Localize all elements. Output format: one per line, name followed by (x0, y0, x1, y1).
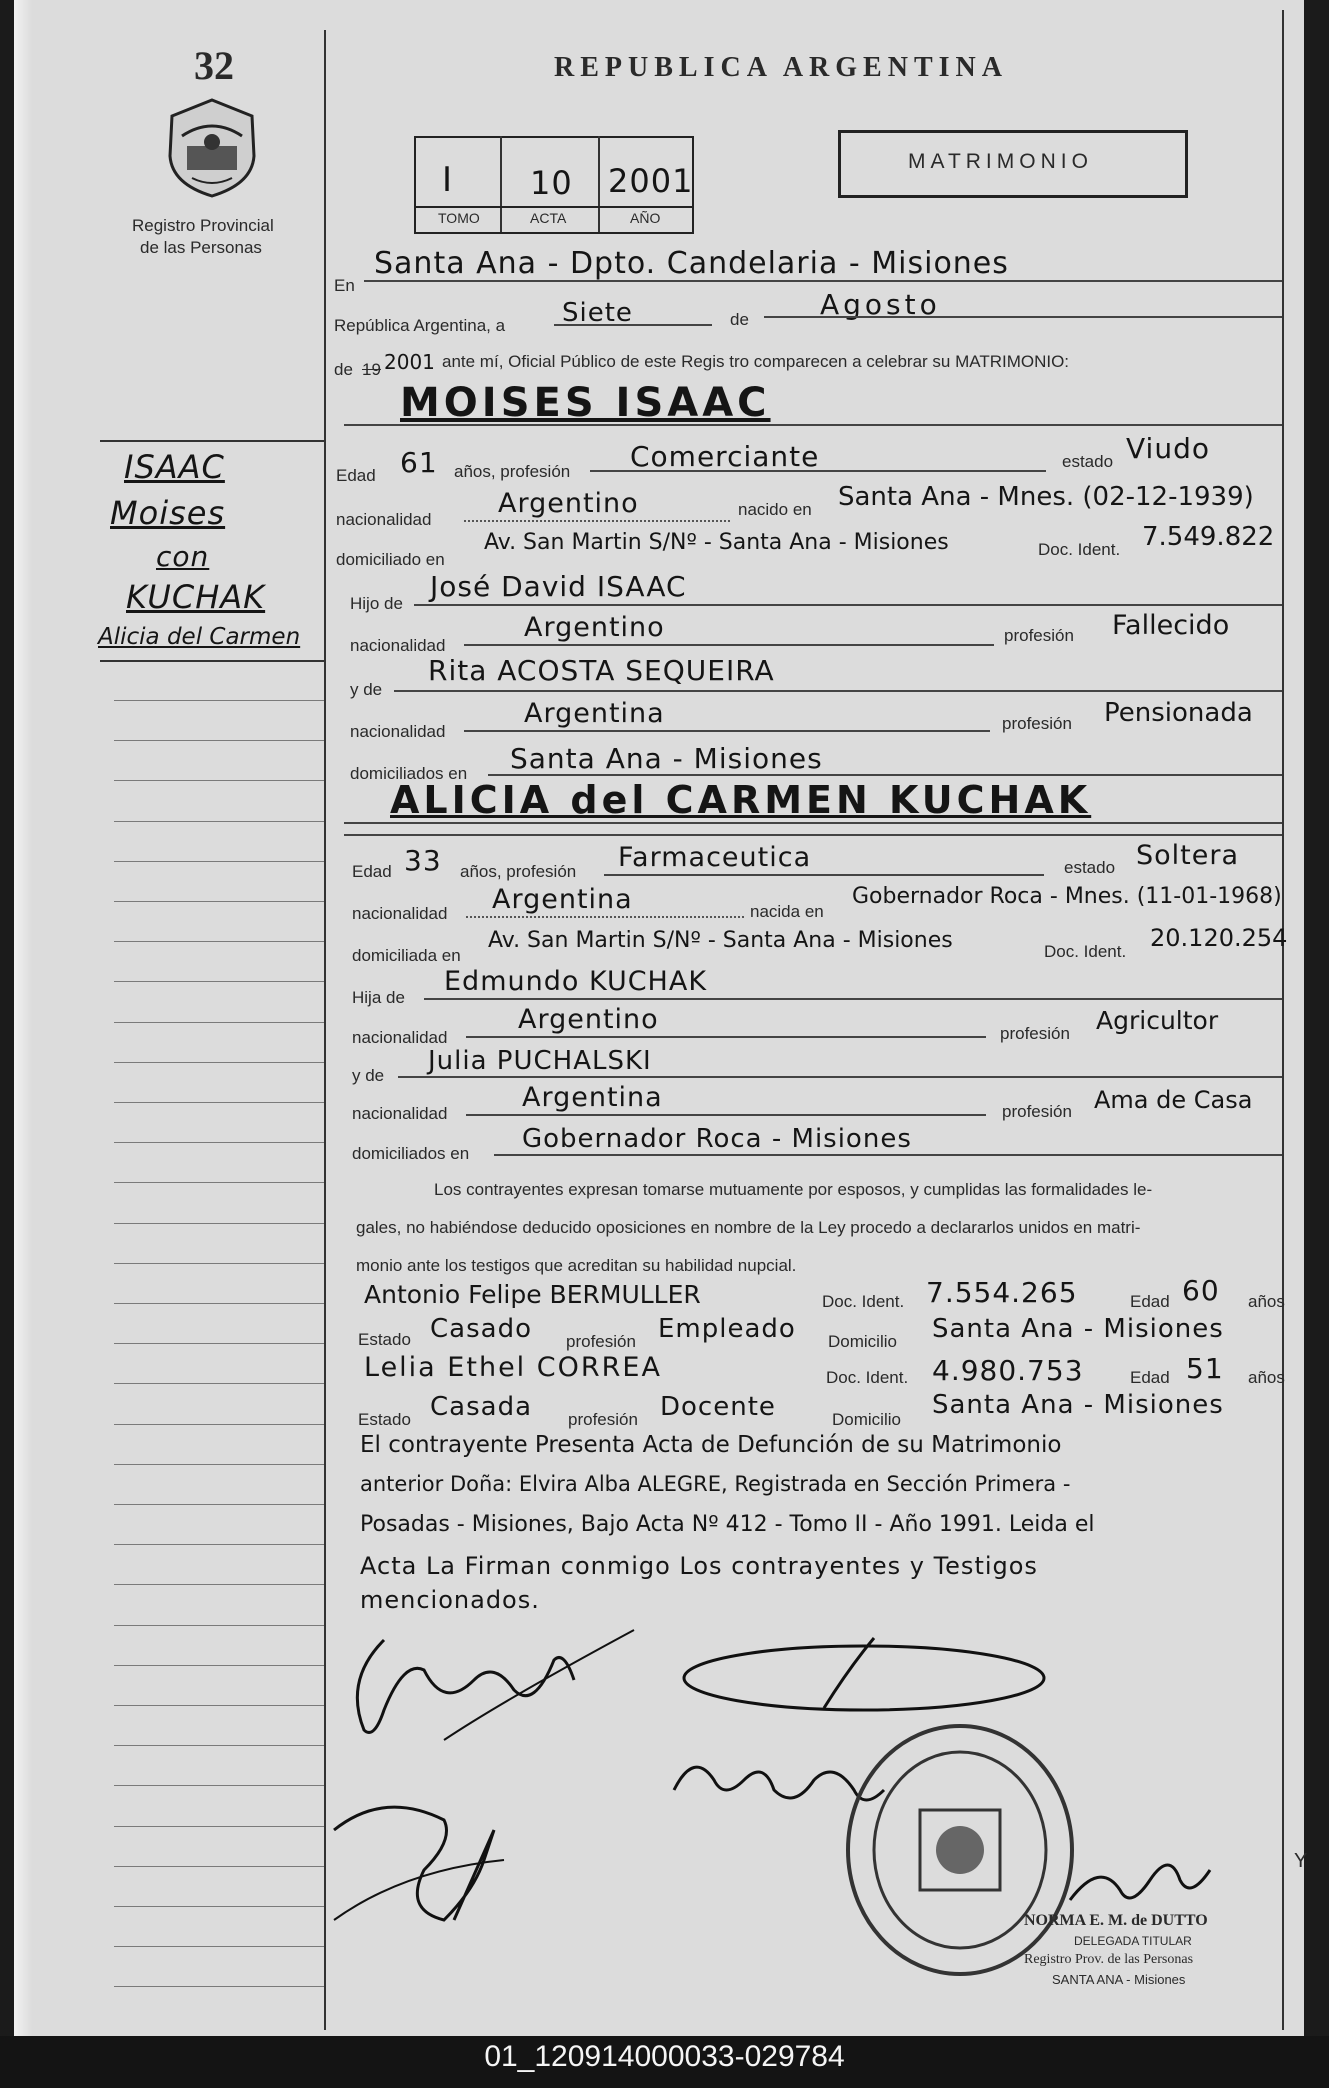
margin-ruled-line (114, 1625, 324, 1626)
bride-father: Edmundo KUCHAK (444, 966, 708, 997)
witness2-name: Lelia Ethel CORREA (364, 1352, 662, 1383)
country-title: REPUBLICA ARGENTINA (554, 52, 1008, 83)
margin-ruled-line (114, 1665, 324, 1666)
margin-ruled-line (114, 1745, 324, 1746)
margin-ruled-line (114, 941, 324, 942)
de-label: de (730, 310, 749, 329)
bride-yde-label: y de (352, 1066, 385, 1085)
bride-estado: Soltera (1136, 840, 1240, 871)
margin-ruled-line (114, 1584, 324, 1585)
bride-father-nac-label: nacionalidad (352, 1028, 448, 1047)
bride-hija-label: Hija de (352, 988, 405, 1007)
margin-note-line1: ISAAC (124, 448, 225, 486)
legal-text-line3: monio ante los testigos que acreditan su habilidad nupcial. (356, 1256, 797, 1275)
groom-nacido: Santa Ana - Mnes. (02-12-1939) (838, 482, 1254, 512)
tomo-value: I (442, 160, 454, 200)
bride-nacionalidad-label: nacionalidad (352, 904, 448, 923)
record-box-label-rule (414, 206, 692, 208)
bride-doc-label: Doc. Ident. (1044, 942, 1127, 961)
bride-parents-dom-line (494, 1154, 1282, 1156)
witness2-estado-label: Estado (358, 1410, 411, 1429)
year-written: 2001 (384, 350, 435, 374)
groom-estado: Viudo (1126, 432, 1210, 465)
official-seal-icon (840, 1720, 1080, 1980)
margin-ruled-line (114, 700, 324, 701)
official-org: Registro Prov. de las Personas (1024, 1952, 1194, 1967)
groom-father-nac-line (464, 644, 994, 646)
witness1-edad: 60 (1182, 1274, 1220, 1307)
acta-value: 10 (530, 164, 573, 202)
margin-divider-line (324, 30, 326, 2030)
margin-ruled-line (114, 1303, 324, 1304)
witness1-doc-label: Doc. Ident. (822, 1292, 905, 1311)
groom-father-nac-label: nacionalidad (350, 636, 446, 655)
margin-top-rule (100, 440, 326, 442)
witness1-estado: Casado (430, 1314, 532, 1344)
republica-label: República Argentina, a (334, 316, 506, 335)
witness1-doc: 7.554.265 (926, 1276, 1078, 1309)
bride-parents-dom: Gobernador Roca - Misiones (522, 1124, 912, 1154)
record-box-divider (598, 136, 600, 232)
groom-mother-line (394, 690, 1282, 692)
witness2-edad: 51 (1186, 1352, 1224, 1385)
acta-label: ACTA (530, 210, 567, 226)
registry-label-line2: de las Personas (140, 238, 262, 257)
bride-edad-label: Edad (352, 862, 392, 881)
place-line (364, 280, 1282, 282)
margin-note-line4: KUCHAK (126, 578, 266, 616)
bride-name: ALICIA del CARMEN KUCHAK (390, 778, 1092, 822)
groom-nacionalidad: Argentino (498, 488, 639, 519)
groom-hijo-label: Hijo de (350, 594, 403, 613)
signature-bride (674, 1628, 1054, 1718)
bride-profesion-line (604, 874, 1044, 876)
groom-father-nac: Argentino (524, 612, 665, 643)
margin-note-line5: Alicia del Carmen (98, 624, 301, 650)
margin-ruled-line (114, 1544, 324, 1545)
official-place: SANTA ANA - Misiones (1052, 1972, 1186, 1987)
right-border-line (1282, 10, 1284, 2030)
bride-father-prof: Agricultor (1096, 1006, 1219, 1035)
groom-name-line (344, 424, 1282, 426)
witness2-doc: 4.980.753 (932, 1354, 1084, 1387)
witness1-profesion-label: profesión (566, 1332, 636, 1351)
year-printed: 19 (362, 360, 381, 379)
witness2-profesion-label: profesión (568, 1410, 638, 1429)
bride-mother-prof: Ama de Casa (1094, 1086, 1253, 1114)
margin-ruled-line (114, 1383, 324, 1384)
bride-nacida: Gobernador Roca - Mnes. (11-01-1968) (852, 884, 1282, 909)
bride-edad: 33 (404, 844, 442, 877)
groom-father-prof: Fallecido (1112, 610, 1230, 641)
notes-line1: El contrayente Presenta Acta de Defunción de su Matrimonio (360, 1432, 1062, 1458)
legal-text-line2: gales, no habiéndose deducido oposiciones en nombre de la Ley procedo a declararlos unidos en matri- (356, 1218, 1141, 1237)
official-title: DELEGADA TITULAR (1074, 1934, 1192, 1948)
margin-ruled-line (114, 1504, 324, 1505)
anio-value: 2001 (608, 162, 694, 200)
bride-profesion-label: años, profesión (460, 862, 577, 881)
groom-mother-nac-label: nacionalidad (350, 722, 446, 741)
groom-mother-prof: Pensionada (1104, 698, 1253, 728)
groom-profesion: Comerciante (630, 440, 820, 473)
margin-ruled-line (114, 1142, 324, 1143)
groom-domicilio: Av. San Martin S/Nº - Santa Ana - Misiones (484, 530, 949, 555)
witness2-domicilio-label: Domicilio (832, 1410, 901, 1429)
margin-ruled-line (114, 1424, 324, 1425)
margin-ruled-line (114, 780, 324, 781)
margin-note-line2: Moises (110, 494, 226, 532)
witness1-edad-label: Edad (1130, 1292, 1170, 1311)
bride-domicilio-label: domiciliada en (352, 946, 461, 965)
margin-mark: Y (1294, 1850, 1308, 1872)
bride-domicilio: Av. San Martin S/Nº - Santa Ana - Misiones (488, 928, 953, 953)
groom-profesion-label: años, profesión (454, 462, 571, 481)
margin-ruled-line (114, 1223, 324, 1224)
record-type: MATRIMONIO (908, 150, 1093, 173)
witness1-estado-label: Estado (358, 1330, 411, 1349)
intro-text: ante mí, Oficial Público de este Regis tro comparecen a celebrar su MATRIMONIO: (442, 352, 1070, 371)
groom-parents-dom-line (488, 774, 1282, 776)
groom-nacionalidad-line (464, 520, 730, 522)
bride-mother-prof-label: profesión (1002, 1102, 1072, 1121)
margin-ruled-line (114, 1946, 324, 1947)
groom-estado-label: estado (1062, 452, 1114, 471)
bride-doc: 20.120.254 (1150, 924, 1288, 952)
bride-mother-nac-label: nacionalidad (352, 1104, 448, 1123)
certificate-page (14, 0, 1308, 2036)
margin-ruled-line (114, 821, 324, 822)
witness2-estado: Casada (430, 1392, 533, 1422)
bride-father-prof-label: profesión (1000, 1024, 1070, 1043)
margin-ruled-line (114, 861, 324, 862)
margin-ruled-line (114, 1343, 324, 1344)
groom-mother-nac-line (464, 730, 990, 732)
groom-mother: Rita ACOSTA SEQUEIRA (428, 654, 775, 687)
year-de-label: de (334, 360, 353, 379)
witness2-doc-label: Doc. Ident. (826, 1368, 909, 1387)
margin-ruled-line (114, 1263, 324, 1264)
bride-name-line (344, 822, 1282, 824)
bride-nacionalidad: Argentina (492, 884, 633, 915)
ceremony-month: Agosto (820, 288, 941, 321)
margin-ruled-line (114, 901, 324, 902)
notes-line5: mencionados. (360, 1586, 540, 1614)
record-box-divider (500, 136, 502, 232)
groom-nacionalidad-label: nacionalidad (336, 510, 432, 529)
date-line (554, 324, 712, 326)
bride-father-nac: Argentino (518, 1004, 659, 1035)
margin-ruled-line (114, 981, 324, 982)
groom-profesion-line (590, 470, 1046, 472)
bride-name-line2 (344, 834, 1282, 836)
witness1-anos-label: años (1248, 1292, 1285, 1311)
bride-father-line (424, 998, 1282, 1000)
groom-parents-dom: Santa Ana - Misiones (510, 742, 823, 775)
margin-ruled-line (114, 1866, 324, 1867)
margin-ruled-line (114, 1022, 324, 1023)
bride-father-nac-line (466, 1036, 986, 1038)
margin-ruled-line (114, 1785, 324, 1786)
notes-line2: anterior Doña: Elvira Alba ALEGRE, Registrada en Sección Primera - (360, 1472, 1071, 1496)
signature-witness1 (324, 1770, 584, 1930)
witness1-profesion: Empleado (658, 1314, 796, 1344)
legal-text-line1: Los contrayentes expresan tomarse mutuamente por esposos, y cumplidas las formalidades le- (434, 1180, 1153, 1199)
groom-father: José David ISAAC (430, 570, 687, 603)
groom-edad-label: Edad (336, 466, 376, 485)
groom-mother-prof-label: profesión (1002, 714, 1072, 733)
margin-ruled-line (114, 1826, 324, 1827)
groom-doc: 7.549.822 (1142, 522, 1275, 552)
ceremony-place: Santa Ana - Dpto. Candelaria - Misiones (374, 246, 1009, 281)
witness1-name: Antonio Felipe BERMULLER (364, 1280, 701, 1309)
margin-ruled-line (114, 740, 324, 741)
bride-estado-label: estado (1064, 858, 1116, 877)
groom-edad: 61 (400, 446, 438, 479)
groom-mother-nac: Argentina (524, 698, 665, 729)
bride-nacida-label: nacida en (750, 902, 824, 921)
witness2-anos-label: años (1248, 1368, 1285, 1387)
witness1-domicilio: Santa Ana - Misiones (932, 1314, 1224, 1344)
groom-yde-label: y de (350, 680, 383, 699)
margin-ruled-line (114, 1986, 324, 1987)
province-emblem-icon (162, 96, 262, 200)
witness2-profesion: Docente (660, 1392, 776, 1422)
groom-name: MOISES ISAAC (400, 380, 771, 426)
margin-ruled-line (114, 1062, 324, 1063)
notes-line4: Acta La Firman conmigo Los contrayentes y Testigos (360, 1552, 1038, 1580)
groom-father-prof-label: profesión (1004, 626, 1074, 645)
margin-ruled-line (114, 1906, 324, 1907)
bride-parents-dom-label: domiciliados en (352, 1144, 470, 1163)
notes-line3: Posadas - Misiones, Bajo Acta Nº 412 - Tomo II - Año 1991. Leida el (360, 1512, 1095, 1537)
groom-father-line (414, 604, 1282, 606)
groom-doc-label: Doc. Ident. (1038, 540, 1121, 559)
margin-ruled-line (114, 1464, 324, 1465)
bride-mother: Julia PUCHALSKI (428, 1046, 652, 1076)
anio-label: AÑO (630, 210, 661, 226)
margin-ruled-line (114, 1705, 324, 1706)
footer-id: 01_120914000033-029784 (484, 2040, 845, 2073)
bride-nacionalidad-line (466, 916, 744, 918)
bride-profesion: Farmaceutica (618, 842, 812, 873)
witness2-edad-label: Edad (1130, 1368, 1170, 1387)
margin-ruled-line (114, 1102, 324, 1103)
bride-mother-line (398, 1076, 1282, 1078)
month-line (764, 316, 1282, 318)
groom-parents-dom-label: domiciliados en (350, 764, 468, 783)
tomo-label: TOMO (438, 210, 480, 226)
signature-groom (344, 1620, 644, 1750)
ceremony-day: Siete (562, 298, 633, 328)
witness2-domicilio: Santa Ana - Misiones (932, 1390, 1224, 1420)
groom-nacido-label: nacido en (738, 500, 812, 519)
en-label: En (334, 276, 355, 295)
margin-ruled-line (114, 1182, 324, 1183)
registry-label-line1: Registro Provincial (132, 216, 274, 235)
page-number: 32 (194, 43, 234, 88)
bride-mother-nac: Argentina (522, 1082, 663, 1113)
margin-bottom-rule (100, 660, 326, 662)
signature-official (1060, 1840, 1230, 1920)
margin-note-line3: con (156, 540, 210, 573)
bride-mother-nac-line (466, 1114, 986, 1116)
official-name: NORMA E. M. de DUTTO (1024, 1912, 1208, 1929)
groom-domicilio-label: domiciliado en (336, 550, 445, 569)
witness1-domicilio-label: Domicilio (828, 1332, 897, 1351)
